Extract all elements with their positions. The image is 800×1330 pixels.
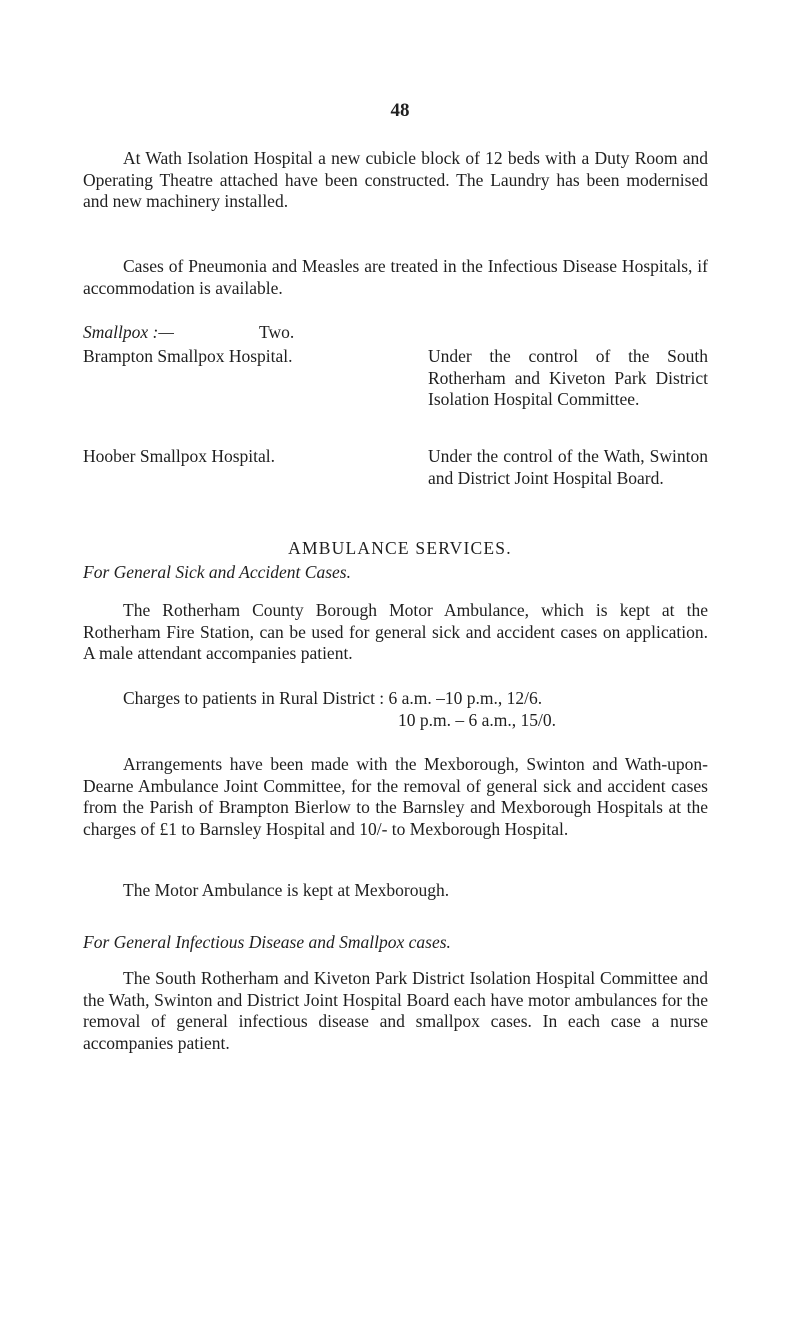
hospital-name: Brampton Smallpox Hospital.	[83, 346, 293, 366]
infectious-subheading: For General Infectious Disease and Smallpox cases.	[83, 932, 451, 952]
general-subheading: For General Sick and Accident Cases.	[83, 562, 351, 582]
rotherham-paragraph: The Rotherham County Borough Motor Ambulance, which is kept at the Rotherham Fire Station, can be used for general sick and accident cases on application. A male attendant accompanies patient.	[83, 600, 708, 663]
smallpox-count: Two.	[259, 322, 295, 342]
arrangements-paragraph: Arrangements have been made with the Mexborough, Swinton and Wath-upon-Dearne Ambulance Joint Committee, for the removal of general sick and accident cases from the Parish of Brampton Bierlow to the Barnsley and Mexborough Hospitals at the charges of £1 to Barnsley Hospital and 10/- to Mexborough Hospital.	[83, 754, 708, 839]
smallpox-hospital-row	[83, 446, 708, 516]
page-number: 48	[390, 100, 410, 121]
ambulance-heading: AMBULANCE SERVICES.	[288, 538, 512, 558]
hospital-control: Under the control of the Wath, Swinton and District Joint Hospital Board.	[428, 446, 708, 488]
motor-ambulance-paragraph: The Motor Ambulance is kept at Mexborough.	[123, 880, 450, 900]
charges-line: Charges to patients in Rural District : 6 a.m. –10 p.m., 12/6.	[123, 688, 543, 708]
smallpox-line	[83, 322, 708, 344]
infectious-paragraph: The South Rotherham and Kiveton Park District Isolation Hospital Committee and the Wath, Swinton and District Joint Hospital Board each have motor ambulances for the removal of general infectious disease and smallpox cases. In each case a nurse accompanies patient.	[83, 968, 708, 1053]
wath-paragraph: At Wath Isolation Hospital a new cubicle block of 12 beds with a Duty Room and Operating Theatre attached have been constructed. The Laundry has been modernised and new machinery installed.	[83, 148, 708, 211]
charges-line: 10 p.m. – 6 a.m., 15/0.	[398, 710, 556, 730]
pneumonia-paragraph: Cases of Pneumonia and Measles are treated in the Infectious Disease Hospitals, if accommodation is available.	[83, 256, 708, 298]
smallpox-label: Smallpox :—	[83, 322, 174, 342]
hospital-name: Hoober Smallpox Hospital.	[83, 446, 275, 466]
hospital-control: Under the control of the South Rotherham and Kiveton Park District Isolation Hospital Committee.	[428, 346, 708, 409]
smallpox-hospital-row	[83, 346, 708, 436]
